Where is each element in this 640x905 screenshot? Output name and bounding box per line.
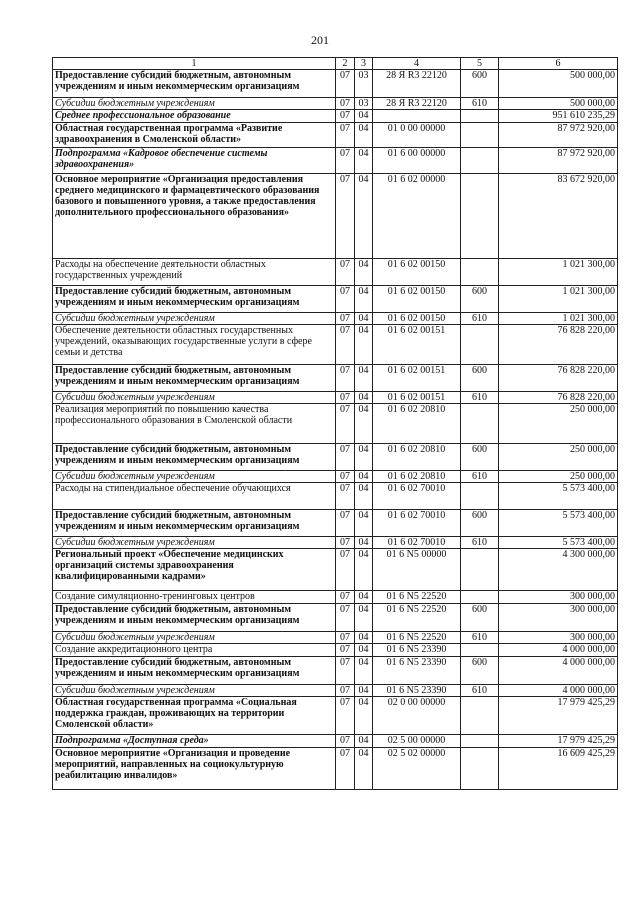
- item-name-cell: Субсидии бюджетным учреждениям: [53, 632, 336, 644]
- table-row: [53, 365, 618, 392]
- subsection-code-cell: 04: [355, 483, 373, 510]
- amount-cell: 300 000,00: [499, 632, 618, 644]
- target-article-cell: 01 6 N5 22520: [373, 591, 461, 604]
- table-row: [53, 123, 618, 148]
- subsection-code-cell: 04: [355, 392, 373, 404]
- table-row: [53, 174, 618, 259]
- item-name-cell: Предоставление субсидий бюджетным, автономным учреждениям и иным некоммерческим организациям: [53, 657, 336, 685]
- section-code-cell: 07: [336, 644, 355, 657]
- target-article-cell: 01 6 02 00150: [373, 313, 461, 325]
- expense-type-cell: [461, 483, 499, 510]
- amount-cell: 4 000 000,00: [499, 657, 618, 685]
- target-article-cell: 01 6 N5 23390: [373, 657, 461, 685]
- table-row: [53, 148, 618, 174]
- column-header: 5: [461, 58, 499, 70]
- item-name-cell: Подпрограмма «Доступная среда»: [53, 735, 336, 748]
- item-name-cell: Субсидии бюджетным учреждениям: [53, 537, 336, 549]
- table-row: [53, 632, 618, 644]
- amount-cell: 300 000,00: [499, 591, 618, 604]
- expense-type-cell: [461, 748, 499, 790]
- section-code-cell: 07: [336, 98, 355, 110]
- table-row: [53, 392, 618, 404]
- section-code-cell: 07: [336, 325, 355, 365]
- section-code-cell: 07: [336, 471, 355, 483]
- target-article-cell: 01 6 N5 22520: [373, 604, 461, 632]
- subsection-code-cell: 04: [355, 657, 373, 685]
- subsection-code-cell: 04: [355, 404, 373, 444]
- section-code-cell: 07: [336, 735, 355, 748]
- item-name-cell: Предоставление субсидий бюджетным, автономным учреждениям и иным некоммерческим организациям: [53, 510, 336, 537]
- section-code-cell: 07: [336, 591, 355, 604]
- section-code-cell: 07: [336, 657, 355, 685]
- table-row: [53, 471, 618, 483]
- amount-cell: 1 021 300,00: [499, 286, 618, 313]
- amount-cell: 87 972 920,00: [499, 123, 618, 148]
- item-name-cell: Субсидии бюджетным учреждениям: [53, 471, 336, 483]
- expense-type-cell: 600: [461, 444, 499, 471]
- table-row: [53, 604, 618, 632]
- amount-cell: 16 609 425,29: [499, 748, 618, 790]
- section-code-cell: 07: [336, 365, 355, 392]
- expense-type-cell: [461, 591, 499, 604]
- table-row: [53, 110, 618, 123]
- section-code-cell: 07: [336, 70, 355, 98]
- expense-type-cell: [461, 325, 499, 365]
- page-number: 201: [311, 33, 329, 47]
- column-header: 6: [499, 58, 618, 70]
- expense-type-cell: 610: [461, 98, 499, 110]
- item-name-cell: Областная государственная программа «Развитие здравоохранения в Смоленской области»: [53, 123, 336, 148]
- section-code-cell: 07: [336, 748, 355, 790]
- amount-cell: 17 979 425,29: [499, 697, 618, 735]
- expense-type-cell: 610: [461, 313, 499, 325]
- target-article-cell: 01 6 02 00150: [373, 259, 461, 286]
- subsection-code-cell: 04: [355, 286, 373, 313]
- expense-type-cell: 610: [461, 685, 499, 697]
- table-row: [53, 644, 618, 657]
- target-article-cell: 02 5 02 00000: [373, 748, 461, 790]
- amount-cell: 500 000,00: [499, 98, 618, 110]
- subsection-code-cell: 04: [355, 110, 373, 123]
- table-row: [53, 259, 618, 286]
- item-name-cell: Расходы на обеспечение деятельности областных государственных учреждений: [53, 259, 336, 286]
- item-name-cell: Подпрограмма «Кадровое обеспечение системы здравоохранения»: [53, 148, 336, 174]
- subsection-code-cell: 04: [355, 632, 373, 644]
- column-header: 2: [336, 58, 355, 70]
- table-row: [53, 313, 618, 325]
- subsection-code-cell: 04: [355, 537, 373, 549]
- subsection-code-cell: 04: [355, 697, 373, 735]
- amount-cell: 4 000 000,00: [499, 644, 618, 657]
- subsection-code-cell: 04: [355, 591, 373, 604]
- column-header: 3: [355, 58, 373, 70]
- table-row: [53, 697, 618, 735]
- table-row: [53, 537, 618, 549]
- subsection-code-cell: 04: [355, 259, 373, 286]
- table-row: [53, 286, 618, 313]
- section-code-cell: 07: [336, 510, 355, 537]
- subsection-code-cell: 04: [355, 313, 373, 325]
- expense-type-cell: 600: [461, 510, 499, 537]
- expense-type-cell: [461, 549, 499, 591]
- subsection-code-cell: 04: [355, 735, 373, 748]
- target-article-cell: 01 6 02 00151: [373, 325, 461, 365]
- amount-cell: 951 610 235,29: [499, 110, 618, 123]
- item-name-cell: Расходы на стипендиальное обеспечение обучающихся: [53, 483, 336, 510]
- table-header-row: [53, 58, 618, 70]
- amount-cell: 250 000,00: [499, 444, 618, 471]
- amount-cell: 76 828 220,00: [499, 365, 618, 392]
- section-code-cell: 07: [336, 392, 355, 404]
- item-name-cell: Реализация мероприятий по повышению качества профессионального образования в Смоленской области: [53, 404, 336, 444]
- item-name-cell: Обеспечение деятельности областных государственных учреждений, оказывающих государственные услуги в сфере семьи и детства: [53, 325, 336, 365]
- subsection-code-cell: 04: [355, 444, 373, 471]
- table-row: [53, 70, 618, 98]
- target-article-cell: 02 5 00 00000: [373, 735, 461, 748]
- expense-type-cell: [461, 697, 499, 735]
- expense-type-cell: 610: [461, 471, 499, 483]
- expense-type-cell: 610: [461, 392, 499, 404]
- item-name-cell: Субсидии бюджетным учреждениям: [53, 685, 336, 697]
- section-code-cell: 07: [336, 286, 355, 313]
- subsection-code-cell: 04: [355, 644, 373, 657]
- target-article-cell: 01 6 02 00151: [373, 365, 461, 392]
- item-name-cell: Создание аккредитационного центра: [53, 644, 336, 657]
- target-article-cell: 01 6 N5 23390: [373, 685, 461, 697]
- amount-cell: 4 300 000,00: [499, 549, 618, 591]
- target-article-cell: 01 6 N5 22520: [373, 632, 461, 644]
- subsection-code-cell: 04: [355, 510, 373, 537]
- target-article-cell: 01 6 02 00150: [373, 286, 461, 313]
- target-article-cell: 01 6 02 00151: [373, 392, 461, 404]
- section-code-cell: 07: [336, 123, 355, 148]
- expense-type-cell: [461, 110, 499, 123]
- amount-cell: 5 573 400,00: [499, 537, 618, 549]
- target-article-cell: 28 Я R3 22120: [373, 70, 461, 98]
- subsection-code-cell: 04: [355, 365, 373, 392]
- amount-cell: 5 573 400,00: [499, 483, 618, 510]
- expense-type-cell: 600: [461, 657, 499, 685]
- target-article-cell: 01 6 N5 00000: [373, 549, 461, 591]
- target-article-cell: 01 6 00 00000: [373, 148, 461, 174]
- target-article-cell: 01 6 02 20810: [373, 471, 461, 483]
- section-code-cell: 07: [336, 404, 355, 444]
- expense-type-cell: [461, 148, 499, 174]
- section-code-cell: 07: [336, 444, 355, 471]
- expense-type-cell: [461, 644, 499, 657]
- table-row: [53, 483, 618, 510]
- subsection-code-cell: 04: [355, 549, 373, 591]
- subsection-code-cell: 04: [355, 123, 373, 148]
- target-article-cell: 01 6 02 70010: [373, 483, 461, 510]
- table-body: [53, 70, 618, 790]
- target-article-cell: 01 6 02 70010: [373, 537, 461, 549]
- item-name-cell: Областная государственная программа «Социальная поддержка граждан, проживающих на территории Смоленской области»: [53, 697, 336, 735]
- amount-cell: 1 021 300,00: [499, 259, 618, 286]
- target-article-cell: 01 0 00 00000: [373, 123, 461, 148]
- expense-type-cell: 600: [461, 604, 499, 632]
- item-name-cell: Субсидии бюджетным учреждениям: [53, 98, 336, 110]
- expense-type-cell: 610: [461, 537, 499, 549]
- section-code-cell: 07: [336, 174, 355, 259]
- item-name-cell: Основное мероприятие «Организация предоставления среднего медицинского и фармацевтического образования базового и повышенного уровня, а также предоставления дополнительного профессионального образования»: [53, 174, 336, 259]
- item-name-cell: Предоставление субсидий бюджетным, автономным учреждениям и иным некоммерческим организациям: [53, 70, 336, 98]
- subsection-code-cell: 04: [355, 685, 373, 697]
- subsection-code-cell: 04: [355, 325, 373, 365]
- target-article-cell: 01 6 02 20810: [373, 404, 461, 444]
- subsection-code-cell: 04: [355, 148, 373, 174]
- amount-cell: 76 828 220,00: [499, 392, 618, 404]
- item-name-cell: Создание симуляционно-тренинговых центров: [53, 591, 336, 604]
- section-code-cell: 07: [336, 483, 355, 510]
- amount-cell: 250 000,00: [499, 404, 618, 444]
- item-name-cell: Субсидии бюджетным учреждениям: [53, 313, 336, 325]
- section-code-cell: 07: [336, 259, 355, 286]
- table-row: [53, 98, 618, 110]
- item-name-cell: Основное мероприятие «Организация и проведение мероприятий, направленных на социокультурную реабилитацию инвалидов»: [53, 748, 336, 790]
- section-code-cell: 07: [336, 697, 355, 735]
- section-code-cell: 07: [336, 110, 355, 123]
- table-row: [53, 404, 618, 444]
- subsection-code-cell: 04: [355, 174, 373, 259]
- target-article-cell: 02 0 00 00000: [373, 697, 461, 735]
- section-code-cell: 07: [336, 549, 355, 591]
- amount-cell: 4 000 000,00: [499, 685, 618, 697]
- amount-cell: 76 828 220,00: [499, 325, 618, 365]
- target-article-cell: 01 6 N5 23390: [373, 644, 461, 657]
- table-row: [53, 657, 618, 685]
- expense-type-cell: [461, 404, 499, 444]
- expense-type-cell: [461, 735, 499, 748]
- target-article-cell: [373, 110, 461, 123]
- section-code-cell: 07: [336, 604, 355, 632]
- item-name-cell: Предоставление субсидий бюджетным, автономным учреждениям и иным некоммерческим организациям: [53, 444, 336, 471]
- table-row: [53, 735, 618, 748]
- column-header: 1: [53, 58, 336, 70]
- budget-table: [52, 57, 618, 790]
- table-row: [53, 685, 618, 697]
- section-code-cell: 07: [336, 313, 355, 325]
- expense-type-cell: 600: [461, 365, 499, 392]
- column-header: 4: [373, 58, 461, 70]
- table-row: [53, 510, 618, 537]
- target-article-cell: 28 Я R3 22120: [373, 98, 461, 110]
- amount-cell: 1 021 300,00: [499, 313, 618, 325]
- amount-cell: 500 000,00: [499, 70, 618, 98]
- section-code-cell: 07: [336, 685, 355, 697]
- section-code-cell: 07: [336, 148, 355, 174]
- amount-cell: 83 672 920,00: [499, 174, 618, 259]
- subsection-code-cell: 03: [355, 70, 373, 98]
- expense-type-cell: [461, 123, 499, 148]
- item-name-cell: Субсидии бюджетным учреждениям: [53, 392, 336, 404]
- target-article-cell: 01 6 02 70010: [373, 510, 461, 537]
- target-article-cell: 01 6 02 00000: [373, 174, 461, 259]
- table-row: [53, 444, 618, 471]
- item-name-cell: Региональный проект «Обеспечение медицинских организаций системы здравоохранения квалифицированными кадрами»: [53, 549, 336, 591]
- amount-cell: 300 000,00: [499, 604, 618, 632]
- subsection-code-cell: 04: [355, 471, 373, 483]
- amount-cell: 250 000,00: [499, 471, 618, 483]
- table-row: [53, 325, 618, 365]
- amount-cell: 5 573 400,00: [499, 510, 618, 537]
- section-code-cell: 07: [336, 632, 355, 644]
- subsection-code-cell: 03: [355, 98, 373, 110]
- item-name-cell: Предоставление субсидий бюджетным, автономным учреждениям и иным некоммерческим организациям: [53, 286, 336, 313]
- expense-type-cell: 610: [461, 632, 499, 644]
- table-row: [53, 591, 618, 604]
- expense-type-cell: 600: [461, 286, 499, 313]
- item-name-cell: Предоставление субсидий бюджетным, автономным учреждениям и иным некоммерческим организациям: [53, 604, 336, 632]
- table-row: [53, 748, 618, 790]
- item-name-cell: Среднее профессиональное образование: [53, 110, 336, 123]
- amount-cell: 17 979 425,29: [499, 735, 618, 748]
- amount-cell: 87 972 920,00: [499, 148, 618, 174]
- table-row: [53, 549, 618, 591]
- target-article-cell: 01 6 02 20810: [373, 444, 461, 471]
- expense-type-cell: [461, 259, 499, 286]
- subsection-code-cell: 04: [355, 604, 373, 632]
- item-name-cell: Предоставление субсидий бюджетным, автономным учреждениям и иным некоммерческим организациям: [53, 365, 336, 392]
- expense-type-cell: 600: [461, 70, 499, 98]
- section-code-cell: 07: [336, 537, 355, 549]
- expense-type-cell: [461, 174, 499, 259]
- subsection-code-cell: 04: [355, 748, 373, 790]
